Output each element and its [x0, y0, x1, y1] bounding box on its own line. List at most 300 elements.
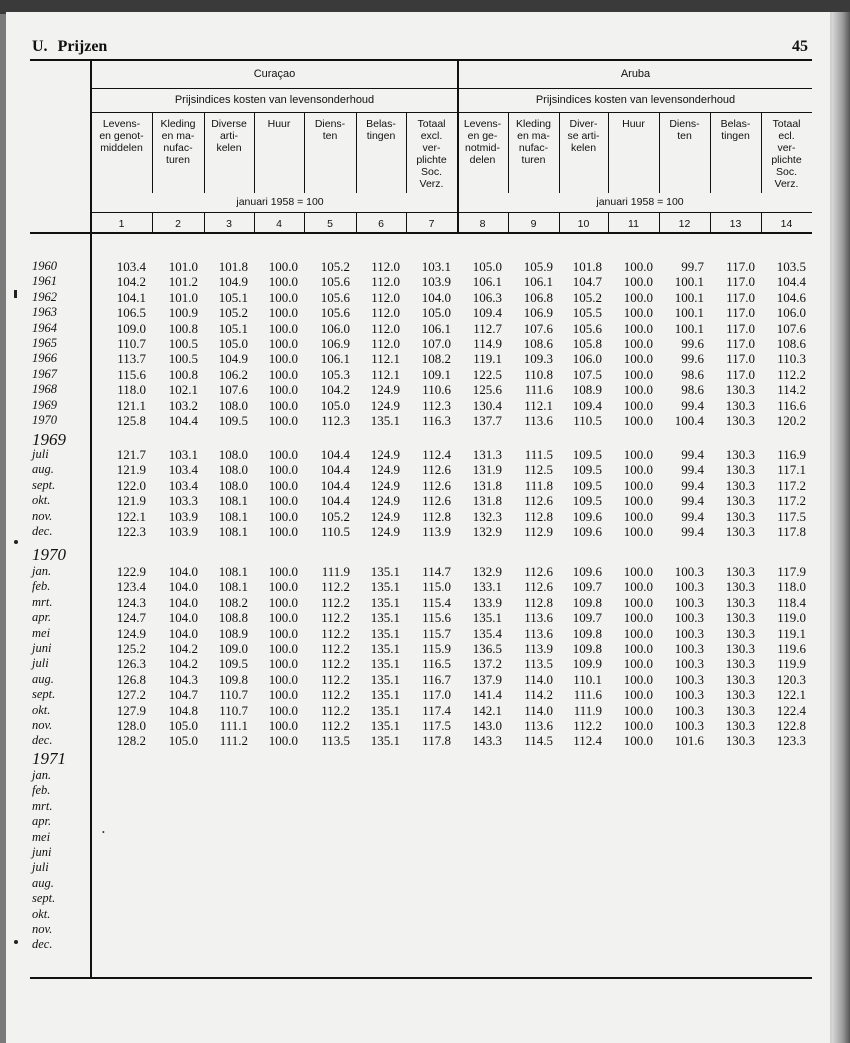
- table-cell: 107.6: [218, 382, 248, 398]
- table-cell: 130.3: [725, 477, 755, 493]
- row-label: nov.: [32, 922, 53, 936]
- table-cell: 100.0: [623, 413, 653, 428]
- row-label: mrt.: [32, 798, 53, 813]
- column-number: 8: [479, 218, 486, 230]
- table-cell: 112.0: [371, 289, 400, 305]
- table-cell: 106.9: [523, 305, 553, 321]
- table-cell: 111.5: [524, 447, 553, 462]
- table-cell: 104.7: [168, 687, 198, 703]
- table-cell: 104.0: [168, 564, 198, 579]
- table-cell: 108.9: [218, 625, 248, 641]
- column-number: 3: [226, 218, 232, 230]
- table-cell: 104.4: [320, 462, 350, 478]
- column-divider: [710, 113, 711, 193]
- table-cell: 100.0: [623, 524, 653, 539]
- table-cell: 99.4: [681, 397, 704, 413]
- table-cell: 106.9: [320, 336, 350, 351]
- table-cell: 123.3: [776, 733, 806, 749]
- table-cell: 135.1: [370, 671, 400, 687]
- table-cell: 109.0: [116, 320, 146, 336]
- table-cell: 130.3: [725, 397, 755, 413]
- table-cell: 112.0: [371, 305, 400, 321]
- column-header: Totaal excl. ver- plichte Soc. Verz.: [416, 118, 447, 190]
- table-cell: 124.9: [370, 477, 400, 493]
- table-cell: 108.1: [218, 508, 248, 524]
- table-cell: 104.2: [168, 641, 198, 656]
- table-cell: 112.6: [524, 493, 553, 509]
- table-cell: 105.2: [218, 305, 248, 321]
- table-cell: 127.9: [116, 702, 146, 718]
- table-cell: 122.9: [116, 564, 146, 579]
- region-curacao: Curaçao: [253, 68, 296, 80]
- table-cell: 108.1: [218, 524, 248, 539]
- scan-mark: [14, 290, 17, 298]
- column-header: Diverse arti- kelen: [211, 118, 247, 154]
- table-cell: 113.7: [117, 351, 146, 367]
- table-cell: 137.7: [472, 413, 502, 428]
- table-cell: 122.1: [116, 508, 146, 524]
- year-heading: 1970: [32, 545, 66, 564]
- table-cell: 120.2: [776, 413, 806, 428]
- row-label: juni: [32, 641, 52, 655]
- table-cell: 98.6: [681, 366, 704, 382]
- table-cell: 116.9: [777, 447, 806, 462]
- table-cell: 112.5: [524, 462, 553, 478]
- table-cell: 109.5: [572, 447, 602, 462]
- stray-dot: •: [102, 828, 105, 837]
- table-cell: 110.1: [573, 671, 602, 687]
- table-cell: 106.1: [320, 351, 350, 367]
- table-cell: 100.0: [268, 447, 298, 462]
- row-label: mei: [32, 625, 51, 640]
- table-cell: 114.7: [422, 564, 451, 579]
- table-cell: 130.3: [725, 733, 755, 749]
- table-cell: 128.2: [116, 733, 146, 749]
- table-cell: 110.5: [573, 413, 602, 428]
- table-cell: 109.0: [218, 641, 248, 656]
- table-cell: 100.0: [268, 508, 298, 524]
- bottom-rule: [30, 977, 812, 979]
- row-label: jan.: [32, 564, 52, 578]
- table-cell: 143.0: [472, 718, 502, 733]
- table-cell: 112.2: [777, 366, 806, 382]
- column-header: Totaal ecl. ver- plichte Soc. Verz.: [771, 118, 802, 190]
- row-label: 1960: [32, 259, 57, 273]
- table-cell: 110.7: [219, 687, 248, 703]
- table-cell: 99.6: [681, 336, 704, 351]
- column-number: 7: [428, 218, 435, 230]
- table-cell: 112.8: [422, 508, 451, 524]
- table-cell: 130.3: [725, 594, 755, 610]
- table-cell: 130.3: [725, 447, 755, 462]
- table-cell: 115.6: [422, 610, 451, 626]
- table-cell: 100.5: [168, 336, 198, 351]
- page-header: [32, 38, 107, 56]
- table-cell: 105.1: [218, 289, 248, 305]
- table-cell: 100.3: [674, 702, 704, 718]
- table-cell: 100.0: [623, 641, 653, 656]
- table-cell: 109.5: [572, 477, 602, 493]
- table-cell: 100.3: [674, 718, 704, 733]
- table-cell: 103.9: [421, 274, 451, 290]
- table-cell: 100.3: [674, 610, 704, 626]
- table-cell: 101.6: [674, 733, 704, 749]
- table-cell: 104.6: [776, 289, 806, 305]
- table-cell: 130.3: [725, 702, 755, 718]
- scan-mark: [14, 540, 18, 544]
- table-cell: 100.0: [268, 687, 298, 703]
- table-cell: 113.6: [524, 413, 553, 428]
- row-label: 1966: [32, 351, 57, 366]
- table-cell: 125.2: [116, 641, 146, 656]
- table-cell: 109.1: [421, 366, 451, 382]
- table-cell: 100.0: [623, 718, 653, 733]
- row-label: sept.: [32, 687, 56, 702]
- row-label: aug.: [32, 671, 54, 686]
- table-cell: 100.0: [623, 579, 653, 595]
- table-cell: 132.9: [472, 564, 502, 579]
- table-cell: 112.1: [524, 397, 553, 413]
- table-cell: 112.2: [321, 656, 350, 672]
- table-cell: 100.0: [623, 671, 653, 687]
- table-cell: 133.9: [472, 594, 502, 610]
- row-label: aug.: [32, 462, 54, 477]
- table-cell: 100.0: [268, 413, 298, 428]
- table-cell: 131.8: [472, 493, 502, 509]
- table-cell: 111.9: [321, 564, 350, 579]
- table-cell: 100.0: [268, 671, 298, 687]
- row-label: dec.: [32, 524, 53, 538]
- row-label: 1962: [32, 289, 57, 304]
- table-cell: 142.1: [472, 702, 502, 718]
- table-cell: 125.8: [116, 413, 146, 428]
- table-cell: 100.0: [268, 702, 298, 718]
- column-header: Huur: [622, 118, 645, 130]
- table-cell: 122.3: [116, 524, 146, 539]
- table-cell: 112.0: [371, 320, 400, 336]
- table-cell: 103.1: [421, 259, 451, 274]
- table-cell: 119.9: [777, 656, 806, 672]
- column-number: 5: [327, 218, 333, 230]
- column-header: Diver- se arti- kelen: [567, 118, 600, 154]
- table-cell: 99.4: [681, 462, 704, 478]
- table-cell: 109.8: [218, 671, 248, 687]
- table-cell: 116.6: [777, 397, 806, 413]
- table-cell: 112.2: [321, 610, 350, 626]
- table-cell: 106.2: [218, 366, 248, 382]
- table-cell: 117.0: [726, 366, 755, 382]
- table-cell: 114.5: [524, 733, 553, 749]
- table-cell: 100.0: [623, 259, 653, 274]
- table-cell: 135.4: [472, 625, 502, 641]
- row-label: jan.: [32, 768, 52, 782]
- table-cell: 103.2: [168, 397, 198, 413]
- column-divider: [356, 113, 357, 193]
- table-cell: 100.1: [674, 320, 704, 336]
- table-cell: 114.0: [524, 671, 553, 687]
- table-cell: 112.6: [422, 493, 451, 509]
- table-cell: 124.9: [116, 625, 146, 641]
- column-number: 13: [729, 218, 742, 230]
- table-cell: 118.4: [777, 594, 806, 610]
- table-cell: 99.6: [681, 351, 704, 367]
- table-cell: 104.4: [320, 447, 350, 462]
- table-cell: 100.0: [268, 382, 298, 398]
- table-cell: 124.9: [370, 462, 400, 478]
- subheader-curacao: Prijsindices kosten van levensonderhoud: [174, 94, 375, 106]
- row-label: juli: [32, 860, 49, 875]
- table-cell: 130.3: [725, 656, 755, 672]
- table-cell: 117.0: [726, 351, 755, 367]
- table-cell: 100.0: [623, 564, 653, 579]
- table-cell: 109.5: [218, 656, 248, 672]
- table-cell: 107.6: [776, 320, 806, 336]
- table-cell: 131.9: [472, 462, 502, 478]
- table-cell: 105.6: [320, 305, 350, 321]
- table-cell: 107.5: [572, 366, 602, 382]
- table-cell: 105.0: [421, 305, 451, 321]
- table-cell: 105.2: [320, 259, 350, 274]
- top-rule: [30, 59, 812, 61]
- table-cell: 108.0: [218, 462, 248, 478]
- column-number: 9: [530, 218, 537, 230]
- column-divider: [304, 113, 305, 193]
- table-cell: 100.0: [623, 493, 653, 509]
- table-cell: 104.4: [168, 413, 198, 428]
- table-cell: 103.3: [168, 493, 198, 509]
- column-number: 12: [678, 218, 691, 230]
- page-number: 45: [792, 38, 808, 55]
- table-cell: 135.1: [370, 702, 400, 718]
- table-cell: 130.3: [725, 382, 755, 398]
- table-cell: 112.9: [524, 524, 553, 539]
- row-label: juni: [32, 845, 52, 859]
- row-label: apr.: [32, 814, 52, 829]
- column-header: Levens- en genot- middelen: [99, 118, 144, 154]
- table-cell: 122.5: [472, 366, 502, 382]
- table-cell: 108.2: [421, 351, 451, 367]
- table-cell: 127.2: [116, 687, 146, 703]
- column-divider: [204, 113, 205, 193]
- table-cell: 113.6: [524, 718, 553, 733]
- table-cell: 117.0: [726, 289, 755, 305]
- table-cell: 126.3: [116, 656, 146, 672]
- table-cell: 100.3: [674, 641, 704, 656]
- table-cell: 100.0: [623, 462, 653, 478]
- table-cell: 100.0: [623, 508, 653, 524]
- table-cell: 100.0: [623, 289, 653, 305]
- table-cell: 116.5: [422, 656, 451, 672]
- table-cell: 124.3: [116, 594, 146, 610]
- table-cell: 113.9: [422, 524, 451, 539]
- table-cell: 104.1: [116, 289, 146, 305]
- column-header: Kleding en ma- nufac- turen: [515, 118, 552, 166]
- table-cell: 106.0: [572, 351, 602, 367]
- table-cell: 104.0: [421, 289, 451, 305]
- table-cell: 135.1: [370, 594, 400, 610]
- table-cell: 100.0: [623, 610, 653, 626]
- table-cell: 119.1: [473, 351, 502, 367]
- table-cell: 119.0: [777, 610, 806, 626]
- table-cell: 100.3: [674, 656, 704, 672]
- subheader-aruba: Prijsindices kosten van levensonderhoud: [535, 94, 736, 106]
- table-cell: 103.4: [168, 462, 198, 478]
- table-cell: 115.6: [117, 366, 146, 382]
- table-cell: 100.0: [268, 462, 298, 478]
- table-cell: 123.4: [116, 579, 146, 595]
- table-cell: 117.1: [777, 462, 806, 478]
- table-cell: 99.4: [681, 524, 704, 539]
- table-cell: 130.3: [725, 718, 755, 733]
- table-cell: 100.0: [268, 397, 298, 413]
- table-cell: 130.3: [725, 687, 755, 703]
- row-label: 1964: [32, 320, 57, 335]
- column-divider: [559, 113, 560, 193]
- table-cell: 100.0: [623, 656, 653, 672]
- table-cell: 100.0: [623, 477, 653, 493]
- table-cell: 105.2: [572, 289, 602, 305]
- table-cell: 119.1: [777, 625, 806, 641]
- table-cell: 117.5: [422, 718, 451, 733]
- table-cell: 112.2: [321, 594, 350, 610]
- table-cell: 117.0: [726, 336, 755, 351]
- table-cell: 143.3: [472, 733, 502, 749]
- table-cell: 112.1: [371, 351, 400, 367]
- table-cell: 100.0: [268, 718, 298, 733]
- table-cell: 100.0: [268, 274, 298, 290]
- table-cell: 117.0: [726, 320, 755, 336]
- table-cell: 109.6: [572, 524, 602, 539]
- row-label: dec.: [32, 937, 53, 952]
- header-bottom-rule: [30, 232, 812, 234]
- table-cell: 130.3: [725, 508, 755, 524]
- table-cell: 104.4: [320, 493, 350, 509]
- table-cell: 103.9: [168, 508, 198, 524]
- table-cell: 111.6: [573, 687, 602, 703]
- region-aruba: Aruba: [620, 68, 651, 80]
- table-cell: 100.0: [268, 564, 298, 579]
- table-cell: 109.6: [572, 564, 602, 579]
- table-cell: 110.7: [219, 702, 248, 718]
- table-cell: 108.1: [218, 579, 248, 595]
- table-cell: 100.0: [623, 382, 653, 398]
- row-label: 1968: [32, 382, 57, 397]
- table-cell: 104.8: [168, 702, 198, 718]
- column-divider: [508, 113, 509, 193]
- table-cell: 106.3: [472, 289, 502, 305]
- table-cell: 117.4: [422, 702, 451, 718]
- table-cell: 130.3: [725, 524, 755, 539]
- column-divider: [761, 113, 762, 193]
- table-cell: 135.1: [370, 718, 400, 733]
- table-cell: 107.0: [421, 336, 451, 351]
- row-label: 1967: [32, 366, 57, 381]
- table-cell: 110.6: [422, 382, 451, 398]
- table-cell: 108.0: [218, 477, 248, 493]
- table-cell: 104.4: [776, 274, 806, 290]
- table-cell: 105.2: [320, 508, 350, 524]
- row-label: okt.: [32, 493, 51, 508]
- row-label: sept.: [32, 477, 56, 492]
- row-label: mei: [32, 829, 51, 844]
- table-cell: 122.8: [776, 718, 806, 733]
- column-divider: [608, 113, 609, 193]
- table-cell: 135.1: [370, 413, 400, 428]
- section-title: Prijzen: [57, 38, 108, 55]
- table-cell: 130.3: [725, 579, 755, 595]
- table-cell: 117.8: [777, 524, 806, 539]
- table-cell: 106.8: [523, 289, 553, 305]
- table-cell: 116.7: [422, 671, 451, 687]
- table-cell: 100.0: [623, 366, 653, 382]
- table-cell: 130.3: [725, 413, 755, 428]
- row-label: sept.: [32, 891, 56, 906]
- table-cell: 104.9: [218, 274, 248, 290]
- table-cell: 105.0: [472, 259, 502, 274]
- table-cell: 113.9: [524, 641, 553, 656]
- table-cell: 100.3: [674, 687, 704, 703]
- table-cell: 100.0: [268, 259, 298, 274]
- table-cell: 124.9: [370, 493, 400, 509]
- table-cell: 132.3: [472, 508, 502, 524]
- table-cell: 104.3: [168, 671, 198, 687]
- table-cell: 100.0: [268, 493, 298, 509]
- row-label: feb.: [32, 783, 51, 798]
- table-cell: 121.9: [116, 493, 146, 509]
- table-cell: 105.0: [168, 733, 198, 749]
- table-cell: 100.3: [674, 625, 704, 641]
- table-cell: 130.3: [725, 625, 755, 641]
- table-cell: 112.4: [573, 733, 602, 749]
- table-cell: 130.3: [725, 462, 755, 478]
- table-cell: 117.0: [726, 305, 755, 321]
- table-cell: 100.0: [623, 594, 653, 610]
- table-cell: 103.1: [168, 447, 198, 462]
- table-cell: 100.3: [674, 594, 704, 610]
- table-cell: 109.4: [572, 397, 602, 413]
- table-cell: 109.8: [572, 594, 602, 610]
- column-header: Kleding en ma- nufac- turen: [160, 118, 196, 166]
- table-cell: 105.0: [320, 397, 350, 413]
- table-cell: 112.3: [422, 397, 451, 413]
- table-cell: 121.7: [116, 447, 146, 462]
- table-cell: 133.1: [472, 579, 502, 595]
- table-cell: 130.3: [725, 564, 755, 579]
- table-cell: 100.0: [268, 336, 298, 351]
- year-heading: 1969: [32, 430, 66, 449]
- table-cell: 104.0: [168, 625, 198, 641]
- table-cell: 105.8: [572, 336, 602, 351]
- table-cell: 101.8: [572, 259, 602, 274]
- column-header: Diens- ten: [669, 118, 700, 142]
- table-cell: 104.0: [168, 610, 198, 626]
- table-cell: 135.1: [370, 687, 400, 703]
- table-cell: 135.1: [370, 610, 400, 626]
- table-cell: 119.6: [777, 641, 806, 656]
- table-cell: 112.2: [321, 579, 350, 595]
- table-cell: 117.8: [422, 733, 451, 749]
- table-cell: 105.0: [218, 336, 248, 351]
- table-cell: 124.9: [370, 397, 400, 413]
- table-cell: 125.6: [472, 382, 502, 398]
- table-cell: 108.2: [218, 594, 248, 610]
- table-cell: 100.0: [623, 320, 653, 336]
- table-cell: 100.5: [168, 351, 198, 367]
- table-cell: 132.9: [472, 524, 502, 539]
- table-cell: 112.3: [321, 413, 350, 428]
- table-cell: 108.0: [218, 447, 248, 462]
- table-cell: 110.3: [777, 351, 806, 367]
